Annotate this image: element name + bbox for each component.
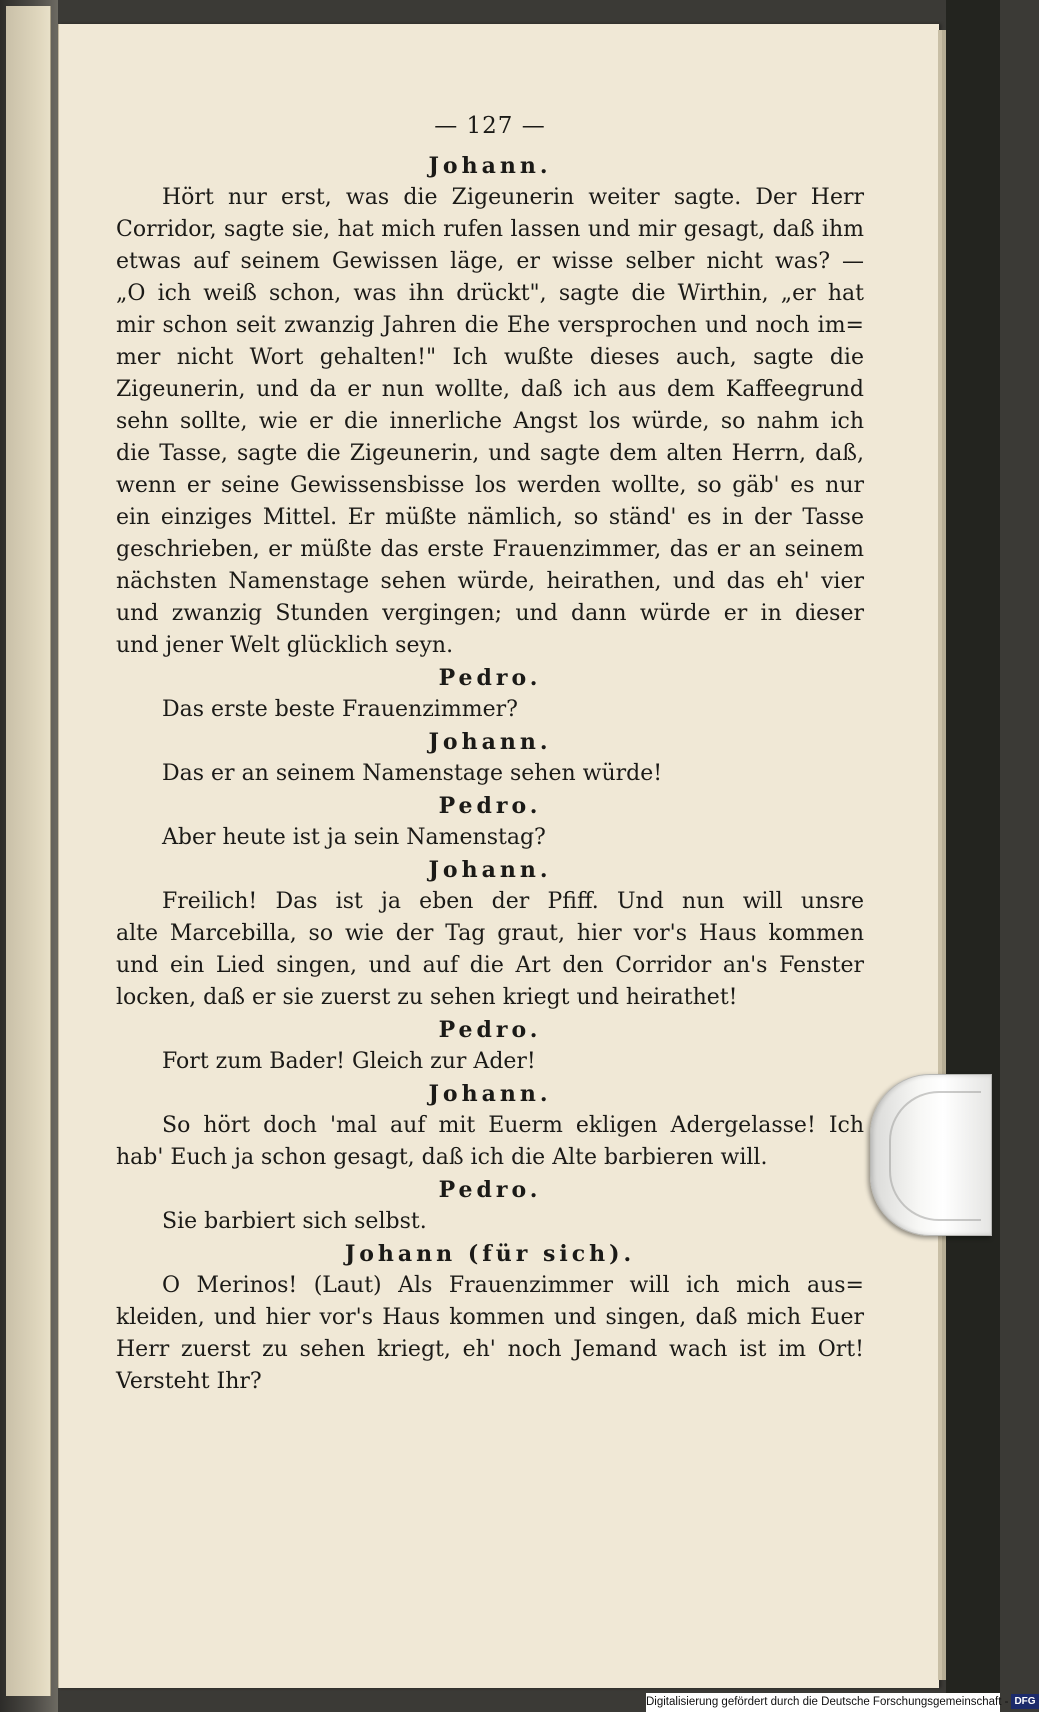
- page-clip: [870, 1074, 992, 1236]
- facing-page-edge: [6, 6, 51, 1696]
- speaker-name: Pedro.: [438, 665, 542, 691]
- text-line: und zwanzig Stunden vergingen; und dann würde er in dieser: [116, 601, 864, 626]
- text-line: sehn sollte, wie er die innerliche Angst los würde, so nahm ich: [116, 409, 864, 434]
- speaker-name: Johann.: [428, 1081, 552, 1107]
- text-line: Aber heute ist ja sein Namenstag?: [162, 825, 546, 850]
- text-line: locken, daß er sie zuerst zu sehen kriegt und heirathet!: [116, 985, 738, 1010]
- speaker-name: Pedro.: [438, 793, 542, 819]
- credit-text: Digitalisierung gefördert durch die Deutsche Forschungsgemeinschaft -: [646, 1696, 1009, 1708]
- text-line: kleiden, und hier vor's Haus kommen und singen, daß mich Euer: [116, 1305, 864, 1330]
- text-line: mir schon seit zwanzig Jahren die Ehe versprochen und noch im=: [116, 313, 864, 338]
- text-line: Freilich! Das ist ja eben der Pfiff. Und nun will unsre: [162, 889, 864, 914]
- text-line: „O ich weiß schon, was ihn drückt", sagte die Wirthin, „er hat: [116, 281, 864, 306]
- text-line: Versteht Ihr?: [116, 1369, 262, 1394]
- page-number: — 127 —: [434, 113, 546, 139]
- text-blocks: [116, 150, 864, 1398]
- speaker-name: Pedro.: [438, 1017, 542, 1043]
- speaker-name: Johann.: [428, 153, 552, 179]
- text-line: und jener Welt glücklich seyn.: [116, 633, 454, 658]
- speaker-name: Johann (für sich).: [344, 1241, 636, 1267]
- speaker-name: Johann.: [428, 729, 552, 755]
- scan-background: [946, 0, 1000, 1712]
- text-line: und ein Lied singen, und auf die Art den Corridor an's Fenster: [116, 953, 864, 978]
- text-line: geschrieben, er müßte das erste Frauenzimmer, das er an seinem: [116, 537, 864, 562]
- text-line: die Tasse, sagte die Zigeunerin, und sagte dem alten Herrn, daß,: [116, 441, 864, 466]
- book-binding: [0, 0, 58, 1712]
- speaker-name: Johann.: [428, 857, 552, 883]
- text-line: alte Marcebilla, so wie der Tag graut, hier vor's Haus kommen: [116, 921, 864, 946]
- text-line: Herr zuerst zu sehen kriegt, eh' noch Jemand wach ist im Ort!: [116, 1337, 864, 1362]
- text-line: hab' Euch ja schon gesagt, daß ich die Alte barbieren will.: [116, 1145, 768, 1170]
- text-line: Das er an seinem Namenstage sehen würde!: [162, 761, 663, 786]
- text-line: Fort zum Bader! Gleich zur Ader!: [162, 1049, 536, 1074]
- text-line: nächsten Namenstage sehen würde, heirathen, und das eh' vier: [116, 569, 864, 594]
- text-line: Corridor, sagte sie, hat mich rufen lassen und mir gesagt, daß ihm: [116, 217, 864, 242]
- text-line: etwas auf seinem Gewissen läge, er wisse selber nicht was? —: [116, 249, 864, 274]
- page-clip-ring: [889, 1091, 981, 1221]
- text-line: O Merinos! (Laut) Als Frauenzimmer will ich mich aus=: [162, 1273, 864, 1298]
- speaker-name: Pedro.: [438, 1177, 542, 1203]
- text-line: mer nicht Wort gehalten!" Ich wußte dieses auch, sagte die: [116, 345, 864, 370]
- digitization-credit: [646, 1693, 1036, 1712]
- text-line: ein einziges Mittel. Er müßte nämlich, so ständ' es in der Tasse: [116, 505, 864, 530]
- dfg-logo: DFG: [1011, 1694, 1038, 1709]
- page-text: [116, 110, 864, 1398]
- text-line: Sie barbiert sich selbst.: [162, 1209, 427, 1234]
- text-line: Hört nur erst, was die Zigeunerin weiter sagte. Der Herr: [162, 185, 864, 210]
- text-line: Das erste beste Frauenzimmer?: [162, 697, 518, 722]
- text-line: So hört doch 'mal auf mit Euerm ekligen Adergelasse! Ich: [162, 1113, 864, 1138]
- text-line: wenn er seine Gewissensbisse los werden wollte, so gäb' es nur: [116, 473, 864, 498]
- text-line: Zigeunerin, und da er nun wollte, daß ich aus dem Kaffeegrund: [116, 377, 864, 402]
